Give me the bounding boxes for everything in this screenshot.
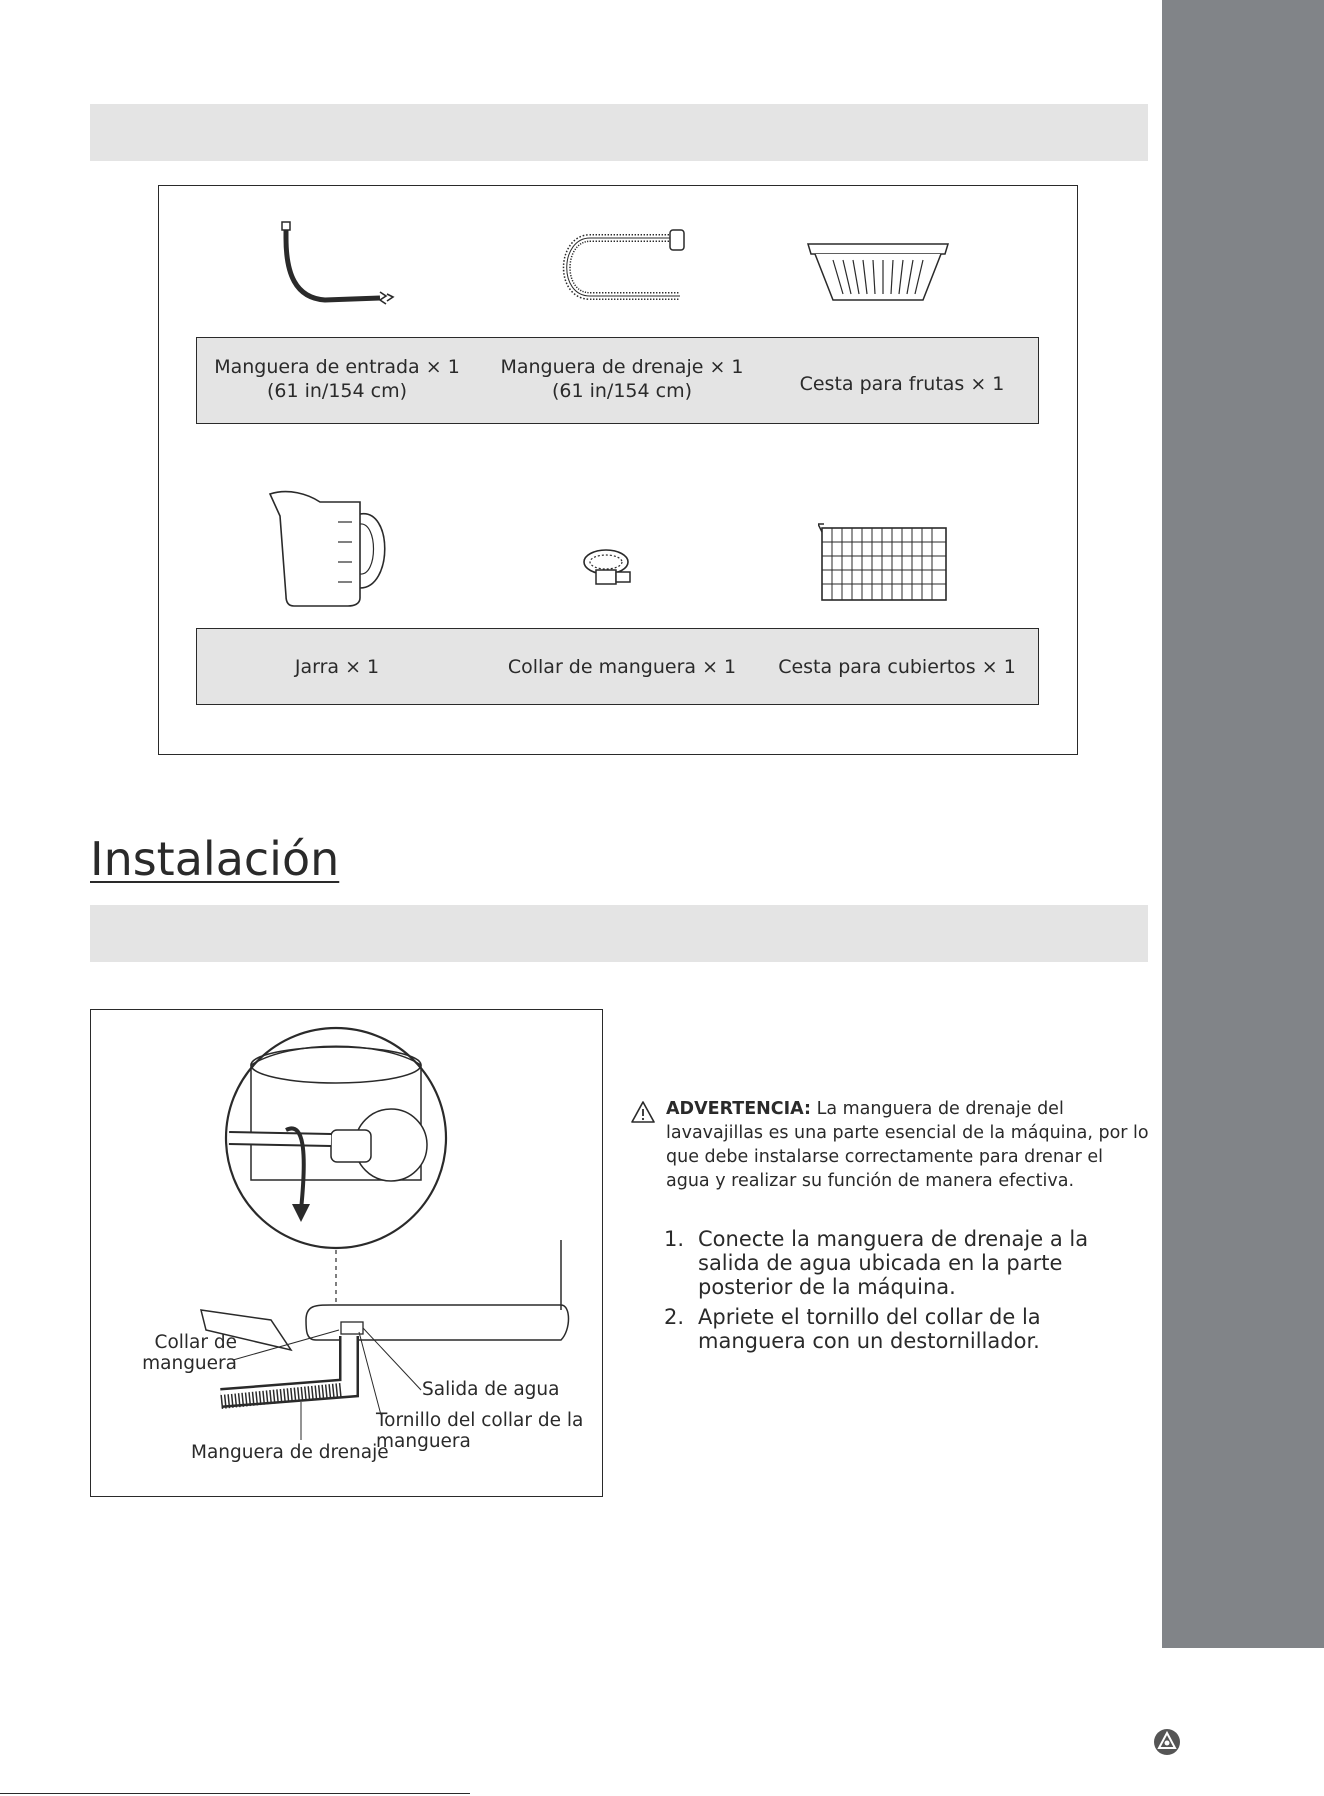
section-header-band-installation [90,905,1148,962]
warning-note [630,1097,1150,1193]
hose-collar-callout: Collar de manguera [142,1332,237,1374]
accessory-label-row-2 [196,628,1039,705]
accessory-label-row-1 [196,337,1039,424]
footer-rule [0,1793,470,1794]
drain-hose-label: Manguera de drenaje × 1 (61 in/154 cm) [500,356,744,402]
step-item [664,1227,1154,1299]
warning-label: ADVERTENCIA: [666,1099,812,1119]
step-number: 2. [664,1305,685,1329]
jug-label: Jarra × 1 [294,656,380,678]
fruit-basket-label: Cesta para frutas × 1 [799,373,1005,395]
water-outlet-callout: Salida de agua [422,1379,560,1400]
section-header-band-accessories [90,104,1148,161]
step-item [664,1305,1154,1353]
installation-heading: Instalación [90,832,340,886]
warning-triangle-icon [630,1100,656,1124]
inlet-hose-label: Manguera de entrada × 1 (61 in/154 cm) [214,356,460,402]
hose-clamp-label: Collar de manguera × 1 [507,656,737,678]
brand-logo-icon [1153,1728,1181,1756]
cutlery-basket-label: Cesta para cubiertos × 1 [778,656,1016,678]
step-number: 1. [664,1227,685,1251]
drain-hose-icon [550,228,690,306]
hose-clamp-icon [578,540,634,588]
fruit-basket-icon [803,236,953,308]
drain-hose-diagram [90,1009,603,1497]
collar-screw-callout: Tornillo del collar de la manguera [376,1410,584,1452]
step-text: Conecte la manguera de drenaje a la salida de agua ubicada en la parte posterior de la máquina. [698,1227,1089,1299]
step-text: Apriete el tornillo del collar de la manguera con un destornillador. [698,1305,1041,1353]
jug-icon [268,488,392,608]
drain-hose-callout: Manguera de drenaje [191,1442,389,1463]
side-color-bar [1162,0,1324,1648]
warning-text [666,1097,1150,1193]
installation-steps [664,1227,1154,1359]
inlet-hose-icon [275,218,405,308]
cutlery-basket-icon [818,520,950,605]
warning-body: La manguera de drenaje del lavavajillas es una parte esencial de la máquina, por lo que debe instalarse correctamente para drenar el agua y realizar su función de manera efectiva. [666,1099,1149,1191]
